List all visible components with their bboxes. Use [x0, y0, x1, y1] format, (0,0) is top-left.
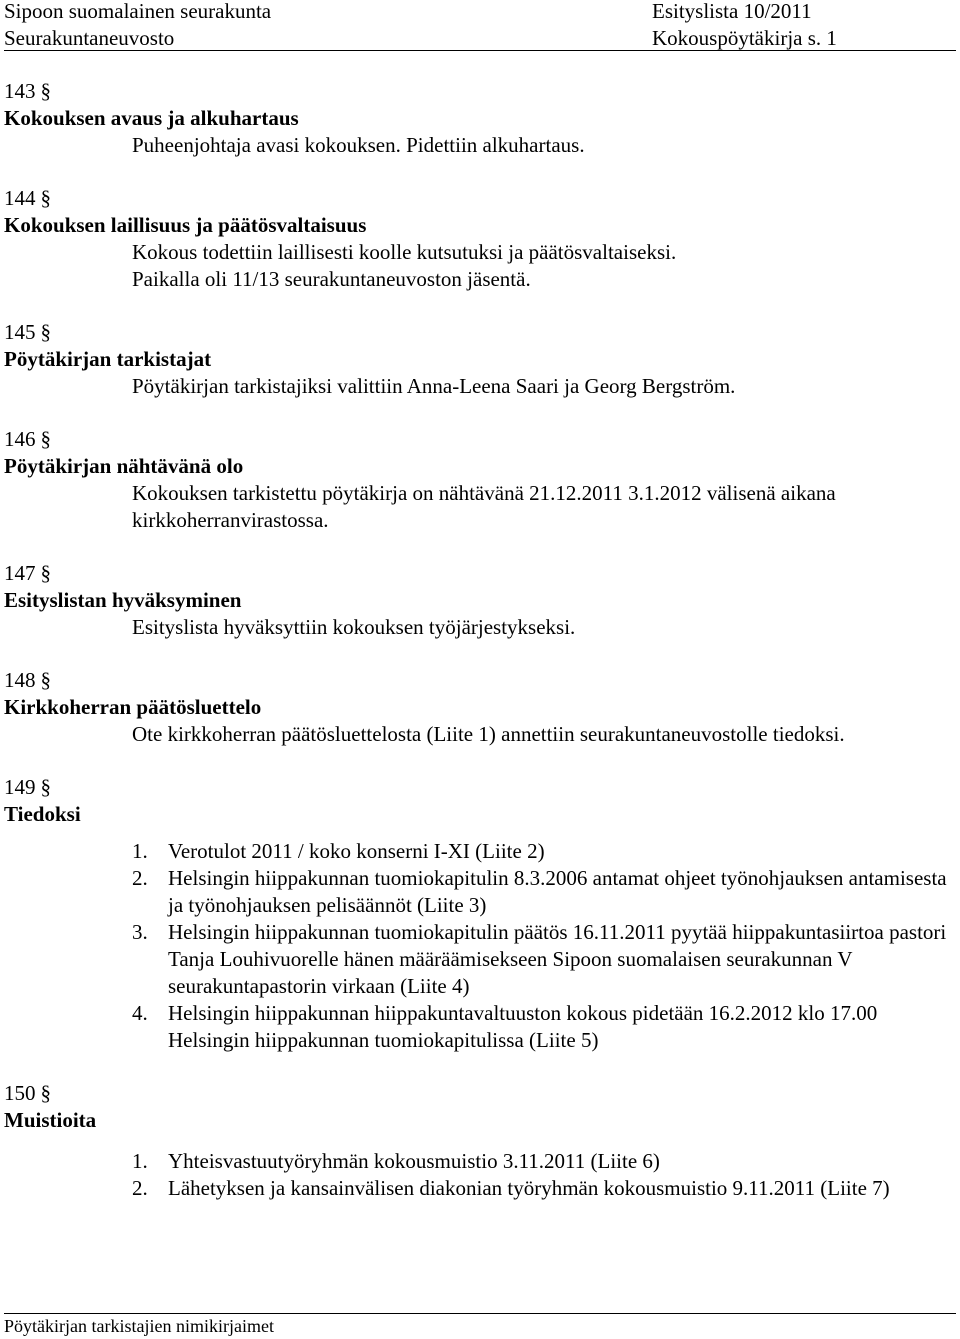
section-text: Kokouksen tarkistettu pöytäkirja on nähtävänä 21.12.2011 3.1.2012 välisenä aikana kirkkoherranvirastossa. [132, 481, 836, 532]
list-item: 1. Yhteisvastuutyöryhmän kokousmuistio 3.11.2011 (Liite 6) [132, 1149, 660, 1173]
header-agenda: Esityslista 10/2011 [652, 0, 812, 23]
list-item: 2. Lähetyksen ja kansainvälisen diakonian työryhmän kokousmuistio 9.11.2011 (Liite 7) [132, 1176, 890, 1200]
section-149 [4, 774, 956, 1054]
list-item: 4. Helsingin hiippakunnan hiippakuntavaltuuston kokous pidetään 16.2.2012 klo 17.00 Helsingin hiippakunnan tuomiokapitulissa (Liite 5) [132, 1001, 878, 1052]
header-minutes-page: Kokouspöytäkirja s. 1 [652, 26, 837, 50]
section-text: Esityslista hyväksyttiin kokouksen työjärjestykseksi. [132, 615, 576, 639]
list-item: 1. Verotulot 2011 / koko konserni I-XI (Liite 2) [132, 839, 545, 863]
section-text: Puheenjohtaja avasi kokouksen. Pidettiin alkuhartaus. [132, 133, 585, 157]
section-number: 150 § [4, 1081, 51, 1105]
memo-list [4, 1148, 956, 1202]
minutes-body [4, 78, 956, 1228]
section-text: Kokous todettiin laillisesti koolle kutsutuksi ja päätösvaltaiseksi. Paikalla oli 11/13 seurakuntaneuvoston jäsentä. [132, 240, 677, 291]
section-title: Pöytäkirjan tarkistajat [4, 347, 212, 371]
header-body: Seurakuntaneuvosto [4, 26, 175, 50]
section-number: 147 § [4, 561, 51, 585]
list-item: 3. Helsingin hiippakunnan tuomiokapitulin päätös 16.11.2011 pyytää hiippakuntasiirtoa pastori Tanja Louhivuorelle hänen määräämisekseen Sipoon suomalaisen seurakunnan V seurakuntapastorin virkaan (Liite 4) [132, 920, 947, 998]
section-title: Muistioita [4, 1108, 97, 1132]
section-text: Pöytäkirjan tarkistajiksi valittiin Anna-Leena Saari ja Georg Bergström. [132, 374, 736, 398]
section-144 [4, 185, 956, 293]
header-divider [4, 50, 956, 51]
section-number: 143 § [4, 79, 51, 103]
section-147 [4, 560, 956, 641]
section-title: Tiedoksi [4, 802, 81, 826]
section-text: Ote kirkkoherran päätösluettelosta (Liite 1) annettiin seurakuntaneuvostolle tiedoksi. [132, 722, 845, 746]
section-number: 144 § [4, 186, 51, 210]
section-title: Kokouksen avaus ja alkuhartaus [4, 106, 299, 130]
section-number: 145 § [4, 320, 51, 344]
section-number: 149 § [4, 775, 51, 799]
section-title: Esityslistan hyväksyminen [4, 588, 242, 612]
header-org: Sipoon suomalainen seurakunta [4, 0, 272, 23]
section-150 [4, 1080, 956, 1202]
section-146 [4, 426, 956, 534]
footer-initials-label: Pöytäkirjan tarkistajien nimikirjaimet [4, 1316, 274, 1336]
section-145 [4, 319, 956, 400]
section-number: 148 § [4, 668, 51, 692]
section-title: Pöytäkirjan nähtävänä olo [4, 454, 244, 478]
list-item: 2. Helsingin hiippakunnan tuomiokapitulin 8.3.2006 antamat ohjeet työnohjauksen antamisesta ja työnohjauksen pelisäännöt (Liite 3) [132, 866, 947, 917]
info-list [4, 838, 956, 1054]
section-148 [4, 667, 956, 748]
section-number: 146 § [4, 427, 51, 451]
section-title: Kokouksen laillisuus ja päätösvaltaisuus [4, 213, 367, 237]
section-143 [4, 78, 956, 159]
page-header [4, 0, 956, 52]
section-title: Kirkkoherran päätösluettelo [4, 695, 262, 719]
